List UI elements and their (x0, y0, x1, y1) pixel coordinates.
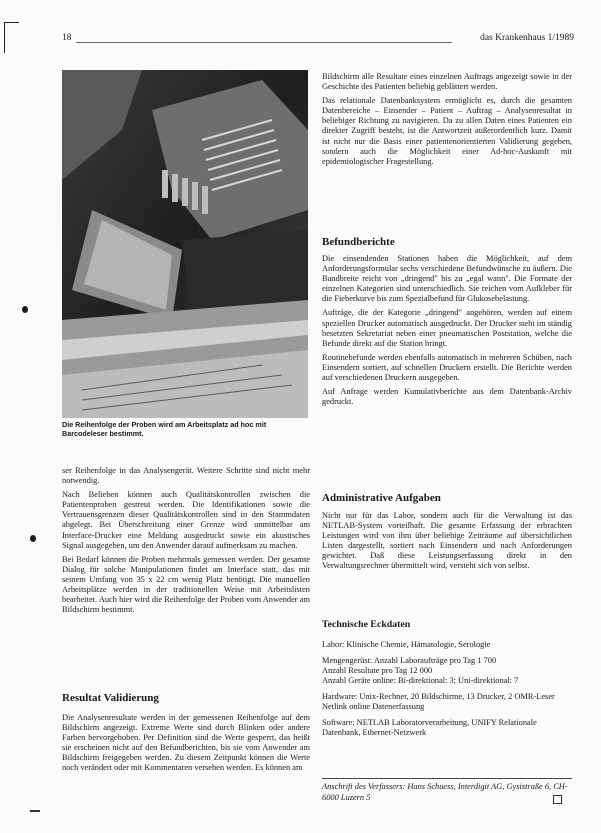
paragraph: Auf Anfrage werden Kumulativberichte aus dem Datenbank-Archiv gedruckt. (322, 387, 572, 407)
address-rule (322, 778, 572, 779)
befund-text (322, 254, 572, 411)
paragraph: Das relationale Datenbanksystem ermöglicht es, durch die gesamten Datenbereiche – Einsender – Patient – Auftrag – Analysenresultat in beliebiger Richtung zu navigieren. Da zu allen Daten eines Patienten ein direkter Zugriff besteht, ist die Antwortzeit außerordentlich kurz. Damit ist nicht nur die Basis einer patientenorientierten Validierung gegeben, sondern auch die Möglichkeit einer Ad-hoc-Auskunft mit epidemiologischer Fragestellung. (322, 96, 572, 166)
heading: Befundberichte (322, 236, 395, 248)
page-number: 18 (62, 33, 72, 43)
tech-line: Software: NETLAB Laboratorverarbeitung, UNIFY Relationale Datenbank, Ethernet-Netzwerk (322, 718, 537, 738)
right-column-top-text (322, 72, 572, 171)
paragraph: Aufträge, die der Kategorie „dringend" angehören, werden auf einem speziellen Drucker automatisch ausgedruckt. Der Drucker steht im ständig besetzten Sekretariat neben einer pneumatischen Poststation, welche die Befunde direkt auf die Station bringt. (322, 308, 572, 348)
paragraph: ser Reihenfolge in das Analysengerät. Weitere Schritte sind nicht mehr notwendig. (62, 466, 310, 486)
paragraph: Nach Belieben können auch Qualitätskontrollen zwischen die Patientenproben gestreut werden. Die Identifikationen sowie die Vertrauensgrenzen dieser Qualitätskontrollen sind in den Stammdaten abgelegt. Bei Überschreitung einer Grenze wird unmittelbar am Interface-Drucker eine Meldung ausgedruckt sowie ein akustisches Signal ausgegeben, um den Anwender darauf aufmerksam zu machen. (62, 490, 310, 550)
crop-mark (4, 22, 19, 53)
running-header (62, 30, 574, 46)
admin-text (322, 511, 572, 576)
scan-mark (30, 810, 40, 812)
heading: Administrative Aufgaben (322, 492, 441, 504)
left-column-resultat-text (62, 713, 310, 778)
punch-hole (30, 535, 36, 542)
technical-data-box (322, 610, 572, 744)
end-of-article-mark (553, 795, 562, 804)
paragraph: Die Analysenresultate werden in der gemessenen Reihenfolge auf dem Bildschirm angezeigt. Extreme Werte sind durch Blinken oder andere Farben hervorgehoben. Per Definition sind die Werte gesperrt, das heißt sie erscheinen nicht auf den Befundberichten, bis sie vom Anwender am Bildschirm freigegeben werden. Zu diesem Zeitpunkt können die Werte noch verändert oder mit Kommentaren versehen werden. Es können am (62, 713, 310, 773)
tech-line: Labor: Klinische Chemie, Hämatologie, Serologie (322, 639, 491, 649)
punch-hole (22, 306, 28, 313)
tech-heading: Technische Eckdaten (322, 618, 411, 630)
heading: Resultat Validierung (62, 692, 159, 704)
header-rule (76, 42, 452, 43)
paragraph: Die einsendenden Stationen haben die Möglichkeit, auf dem Anforderungsformular sechs verschiedene Befundwünsche zu äußern. Die Bandbreite reicht von „dringend" bis zu „egal wann". Die Formate der einzelnen Kategorien sind unterschiedlich. Sie reichen vom Aufkleber für die Fieberkurve bis zum Spezialbefund für Glukosebelastung. (322, 254, 572, 304)
journal-title: das Krankenhaus 1/1989 (480, 33, 574, 43)
lab-photo (62, 70, 308, 418)
left-column-text (62, 466, 310, 619)
tech-line: Mengengerüst: Anzahl Laboraufträge pro Tag 1 700 Anzahl Resultate pro Tag 12 000 Anzahl Geräte online: Bi-direktional: 3; Uni-direktional: 7 (322, 655, 519, 685)
paragraph: Routinebefunde werden ebenfalls automatisch in mehreren Schüben, nach Einsendern sortiert, auf schnellen Druckern erstellt. Die Berichte werden auf verschiedenen Druckern ausgegeben. (322, 352, 572, 383)
figure-caption: Die Reihenfolge der Proben wird am Arbeitsplatz ad hoc mit Barcodeleser bestimmt. (62, 420, 267, 438)
paragraph: Bei Bedarf können die Proben mehrmals gemessen werden. Der gesamte Dialog für solche Manipulationen findet am Interface statt, das mit seinem Umfang von 35 x 22 cm wenig Platz benötigt. Die manuellen Arbeitsplätze werden in der traditionellen Weise mit Arbeitslisten bearbeitet. Auch hier wird die Reihenfolge der Proben vom Anwender am Bildschirm bestimmt. (62, 554, 310, 615)
section-heading-befund (322, 236, 395, 249)
section-heading-admin (322, 492, 441, 505)
author-address: Anschrift des Verfassers: Hans Schuess, Interdigit AG, Gysistraße 6, CH-6000 Luzern 5 (322, 782, 568, 802)
paragraph: Bildschirm alle Resultate eines einzelnen Auftrags angezeigt sowie in der Geschichte des Patienten beliebig geblättert werden. (322, 72, 572, 92)
section-heading-resultat (62, 692, 159, 705)
tech-line: Hardware: Unix-Rechner, 20 Bildschirme, 13 Drucker, 2 OMR-Leser Netlink online Datenerfassung (322, 692, 555, 712)
paragraph: Nicht nur für das Labor, sondern auch für die Verwaltung ist das NETLAB-System vorteilhaft. Die gesamte Erfassung der erbrachten Leistungen wird von ihm über beliebige Zeiträume auf übersichtlichen Listen dargestellt, sortiert nach Einsendern und nach Anforderungen gewichtet. Daß diese Leistungserfassung direkt in den Verwaltungsrechner übermittelt wird, versteht sich von selbst. (322, 511, 572, 571)
